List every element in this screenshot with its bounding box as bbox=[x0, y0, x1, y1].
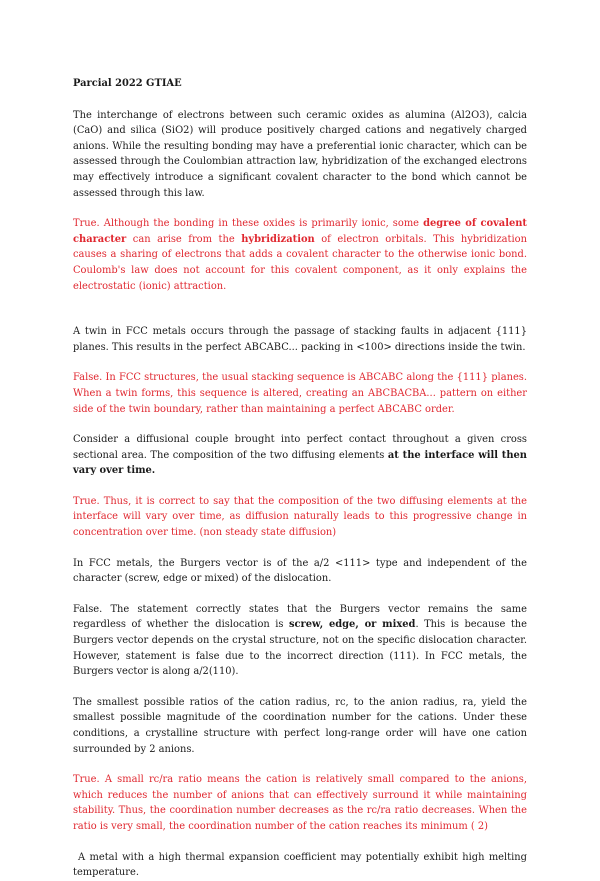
question-3-bold: at the interface will then vary over time. bbox=[73, 449, 527, 477]
answer-3: True. Thus, it is correct to say that the composition of the two diffusing elements at the interface will vary over time, as diffusion naturally leads to this progressive change in concentration over time. (non steady state diffusion) bbox=[73, 495, 527, 539]
answer-1-bold-a: degree of covalent character bbox=[73, 218, 527, 245]
question-2: A twin in FCC metals occurs through the passage of stacking faults in adjacent {111} planes. This results in the perfect ABCABC... packing in <100> directions inside the twin. bbox=[73, 326, 527, 353]
question-3 bbox=[73, 432, 527, 479]
question-1: The interchange of electrons between such ceramic oxides as alumina (Al2O3), calcia (CaO) and silica (SiO2) will produce positively charged cations and negatively charged anions. While the resulting bonding may have a preferential ionic character, which can be assessed through the Coulombian attraction law, hybridization of the exchanged electrons may effectively introduce a significant covalent character to the bond which cannot be assessed through this law. bbox=[73, 109, 527, 199]
document-title: Parcial 2022 GTIAE bbox=[73, 78, 182, 89]
answer-1 bbox=[73, 216, 527, 294]
question-6: A metal with a high thermal expansion coefficient may potentially exhibit high melting temperature. bbox=[73, 851, 527, 879]
question-5: The smallest possible ratios of the cation radius, rc, to the anion radius, ra, yield the smallest possible magnitude of the coordination number for the cations. Under these conditions, a crystalline structure with perfect long-range order will have one cation surrounded by 2 anions. bbox=[73, 696, 527, 755]
question-3-text: Consider a diffusional couple brought into perfect contact throughout a given cross sectional area. The composition of the two diffusing elements bbox=[73, 434, 527, 461]
answer-1-text-c: of electron orbitals. This hybridization causes a sharing of electrons that adds a covalent character to the otherwise ionic bond. Coulomb's law does not account for this covalent component, as it only explains the electrostatic (ionic) attraction. bbox=[73, 233, 527, 292]
answer-1-text-b: can arise from the bbox=[126, 233, 242, 245]
answer-1-text-a: True. Although the bonding in these oxides is primarily ionic, some bbox=[73, 218, 424, 230]
answer-4-text-a: False. The statement correctly states that the Burgers vector remains the same regardless of whether the dislocation is bbox=[73, 603, 527, 631]
answer-5: True. A small rc/ra ratio means the cation is relatively small compared to the anions, which reduces the number of anions that can effectively surround it while maintaining stability. Thus, the coordination number decreases as the rc/ra ratio decreases. When the ratio is very small, the coordination number of the cation reaches its minimum ( 2) bbox=[73, 774, 527, 832]
answer-4 bbox=[73, 602, 527, 680]
question-4: In FCC metals, the Burgers vector is of the a/2 <111> type and independent of the character (screw, edge or mixed) of the dislocation. bbox=[73, 557, 527, 585]
answer-4-bold: screw, edge, or mixed bbox=[288, 619, 416, 631]
answer-4-text-b: . This is because the Burgers vector depends on the crystal structure, not on the specific dislocation character. However, statement is false due to the incorrect direction (111). In FCC metals, the Burgers vector is along a/2(110). bbox=[73, 619, 527, 678]
answer-1-bold-b: hybridization bbox=[241, 233, 315, 245]
answer-2: False. In FCC structures, the usual stacking sequence is ABCABC along the {111} planes. When a twin forms, this sequence is altered, creating an ABCBACBA... pattern on either side of the twin boundary, rather than maintaining a perfect ABCABC order. bbox=[73, 372, 527, 415]
